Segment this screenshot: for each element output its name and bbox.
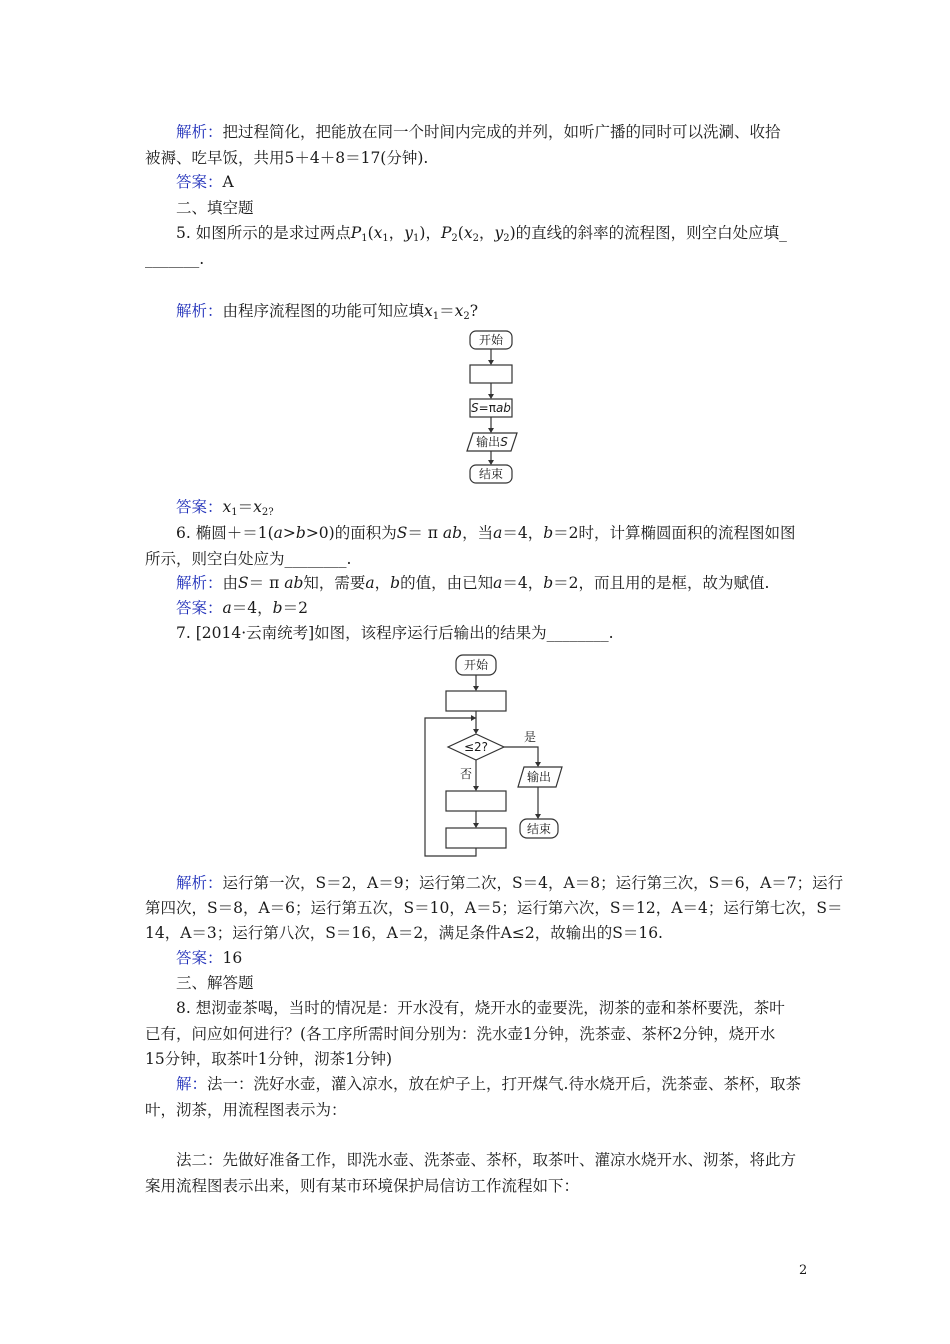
yes-label: 是 [524, 730, 537, 744]
analysis-label: 解析： [176, 123, 223, 141]
start-label: 开始 [463, 658, 489, 672]
q8-solution-cont: 叶，沏茶，用流程图表示为： [145, 1101, 347, 1119]
q8-question: 8. 想沏壶茶喝，当时的情况是：开水没有，烧开水的壶要洗，沏茶的壶和茶杯要洗，茶叶 [176, 999, 785, 1017]
q8-method2: 法二：先做好准备工作，即洗水壶、洗茶壶、茶杯，取茶叶、灌凉水烧开水、沏茶，将此方 [176, 1151, 797, 1169]
q5-blank: _______. [145, 250, 205, 268]
q7-analysis-cont: 第四次，S＝8，A＝6；运行第五次，S＝10，A＝5；运行第六次，S＝12，A＝4；运行第七次，S＝ [145, 899, 843, 917]
arrowhead [473, 786, 479, 791]
q4-answer: 答案：A [176, 173, 234, 191]
condition-label: ≤2? [463, 740, 489, 754]
q6-analysis: 解析：由S＝ π ab知，需要a，b的值，由已知a＝4，b＝2，而且用的是框，故为赋值. [176, 574, 770, 592]
blank-init-box [446, 691, 506, 711]
blank-step-box-2 [446, 828, 506, 848]
arrowhead [488, 428, 494, 433]
q8-question-cont: 15分钟，取茶叶1分钟，沏茶1分钟) [145, 1050, 392, 1068]
no-label: 否 [460, 767, 473, 781]
arrowhead [535, 762, 541, 767]
blank-process-box [470, 365, 512, 383]
assign-label: S=πab [471, 401, 511, 415]
q5-flowchart [460, 326, 530, 486]
q8-solution: 解：法一：洗好水壶，灌入凉水，放在炉子上，打开煤气.待水烧开后，洗茶壶、茶杯，取茶 [176, 1075, 801, 1093]
yes-branch-line [504, 747, 538, 766]
q7-answer: 答案：16 [176, 949, 243, 967]
section-heading: 二、填空题 [176, 199, 254, 217]
q6-question: 6. 椭圆＋＝1(a>b>0)的面积为S＝ π ab，当a＝4，b＝2时，计算椭圆面积的流程图如图 [176, 524, 796, 542]
analysis-label: 解析： [176, 874, 223, 892]
section-heading: 三、解答题 [176, 974, 254, 992]
solution-label: 解： [176, 1075, 208, 1093]
answer-label: 答案： [176, 949, 223, 967]
arrowhead [488, 394, 494, 399]
answer-label: 答案： [176, 599, 223, 617]
q5-analysis: 解析：由程序流程图的功能可知应填$x_1=x_2$? [176, 302, 479, 322]
q7-analysis: 解析：运行第一次，S＝2，A＝9；运行第二次，S＝4，A＝8；运行第三次，S＝6，A＝7；运行 [176, 874, 844, 892]
start-label: 开始 [478, 333, 504, 347]
arrowhead [488, 460, 494, 465]
q7-question: 7. [2014·云南统考]如图，该程序运行后输出的结果为________. [176, 624, 614, 642]
arrowhead [471, 715, 476, 721]
q5-question: 5. 如图所示的是求过两点$P_1(x_1$，$y_1$)，$P_2(x_2$，$y_2$)的直线的斜率的流程图，则空白处应填_ [176, 224, 787, 244]
end-label: 结束 [478, 467, 504, 481]
arrowhead [473, 729, 479, 734]
analysis-label: 解析： [176, 574, 223, 592]
q8-method2-cont: 案用流程图表示出来，则有某市环境保护局信访工作流程如下： [145, 1177, 580, 1195]
q4-analysis-cont: 被褥、吃早饭，共用5＋4＋8＝17(分钟). [145, 149, 429, 167]
output-label: 输出S [476, 435, 508, 449]
q8-question-cont: 已有，问应如何进行？(各工序所需时间分别为：洗水壶1分钟，洗茶壶、茶杯2分钟，烧开水 [145, 1025, 776, 1043]
q6-question-cont: 所示，则空白处应为________. [145, 550, 352, 568]
arrowhead [473, 823, 479, 828]
end-label: 结束 [526, 822, 552, 836]
q4-analysis: 解析：把过程简化，把能放在同一个时间内完成的并列，如听广播的同时可以洗涮、收拾 [176, 123, 781, 141]
answer-label: 答案： [176, 498, 223, 516]
arrowhead [473, 686, 479, 691]
page-number: 2 [799, 1263, 808, 1278]
q5-answer: 答案：$x_1=x_{2?}$ [176, 498, 274, 518]
q7-flowchart [420, 650, 580, 860]
q7-analysis-cont: 14，A＝3；运行第八次，S＝16，A＝2，满足条件A≤2，故输出的S＝16. [145, 924, 663, 942]
arrowhead [535, 814, 541, 819]
q6-answer: 答案：a＝4，b＝2 [176, 599, 308, 617]
output-label: 输出 [526, 770, 552, 784]
arrowhead [488, 360, 494, 365]
answer-label: 答案： [176, 173, 223, 191]
blank-step-box-1 [446, 791, 506, 811]
analysis-label: 解析： [176, 302, 223, 320]
